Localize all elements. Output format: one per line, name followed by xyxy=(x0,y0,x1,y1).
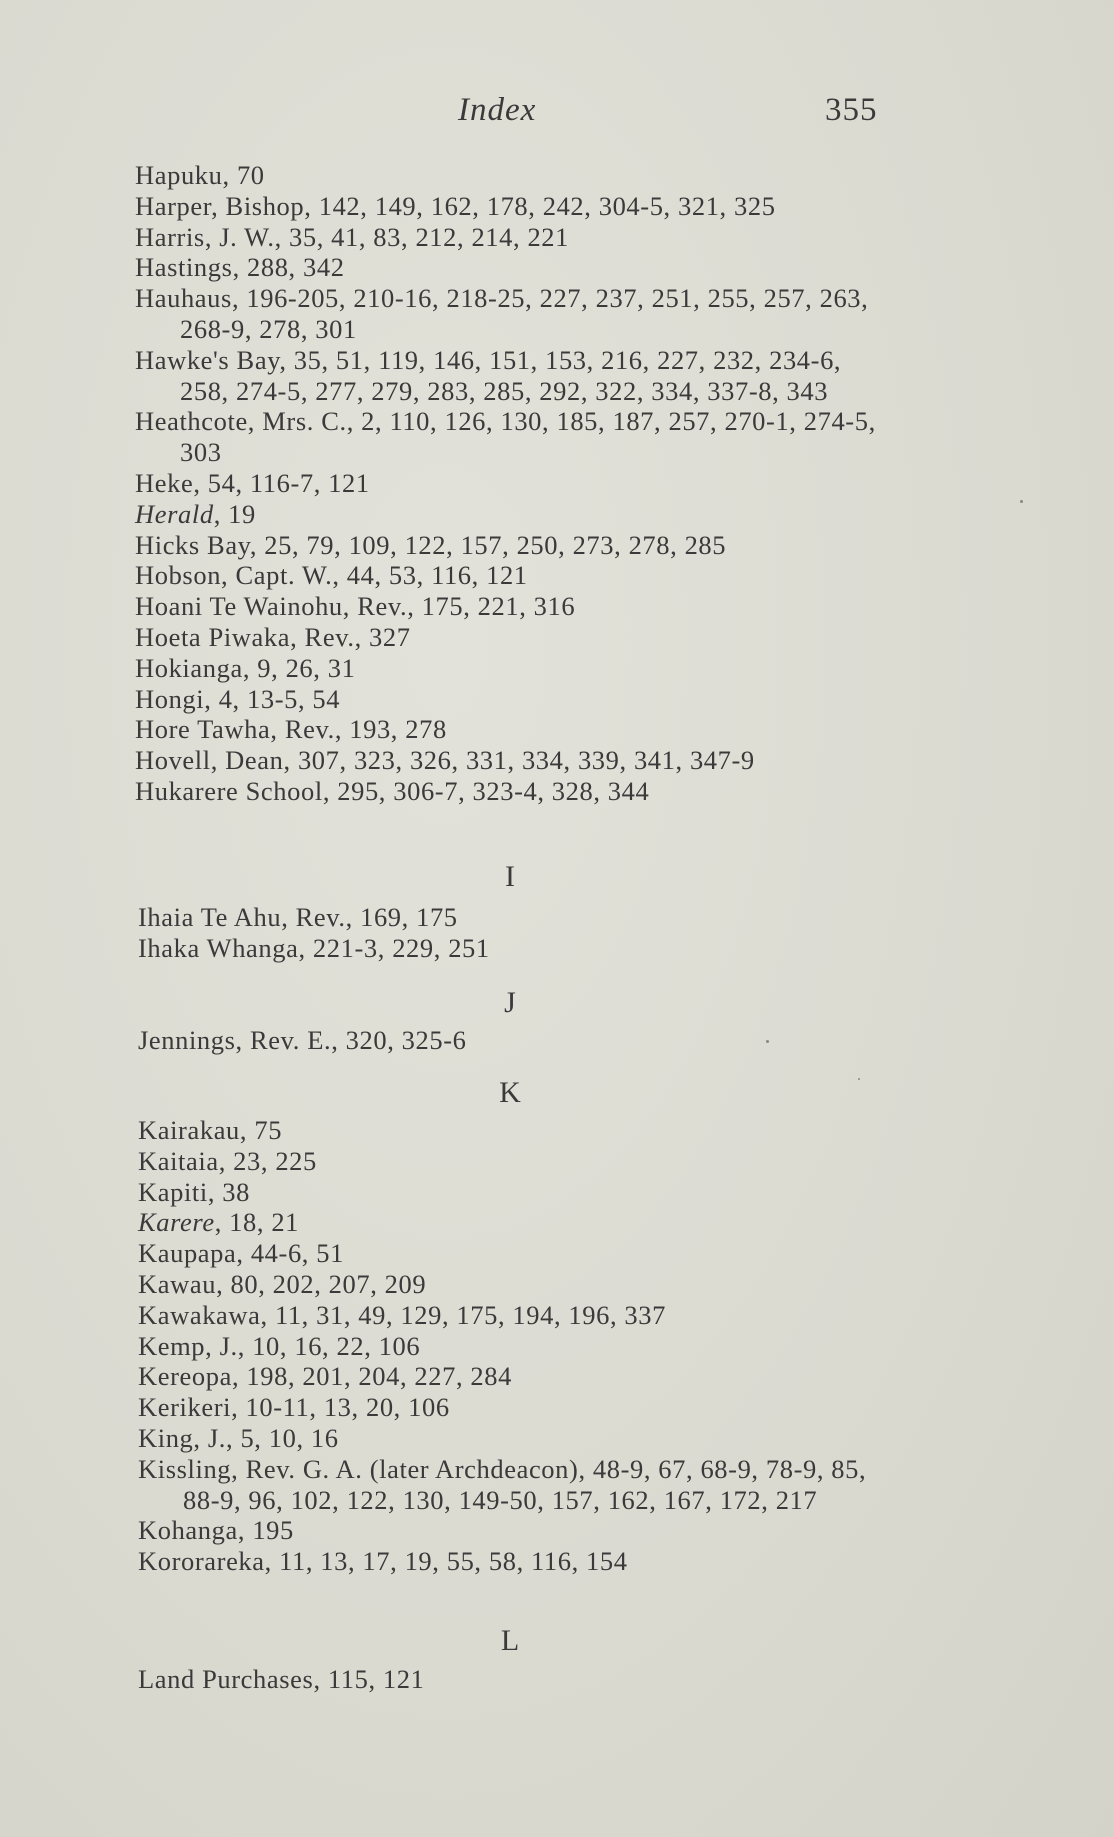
index-entry-term: Kemp, J. xyxy=(138,1330,238,1361)
index-entry-term: Kororareka xyxy=(138,1546,265,1577)
index-entry-term: Hapuku xyxy=(135,160,223,190)
index-entry-pages: , 44, 53, 116, 121 xyxy=(332,560,528,591)
index-entry-term: Jennings, Rev. E. xyxy=(138,1025,332,1055)
index-entry xyxy=(135,160,895,191)
index-entry-pages: , 54, 116-7, 121 xyxy=(193,467,370,498)
index-entry xyxy=(138,1146,898,1177)
index-entry xyxy=(135,776,895,807)
index-entry xyxy=(135,622,895,653)
index-entry-pages: , 25, 79, 109, 122, 157, 250, 273, 278, 285 xyxy=(249,529,727,560)
index-entry-term: Kapiti xyxy=(138,1176,208,1207)
index-entry xyxy=(138,1207,898,1238)
index-entry-pages: , 18, 21 xyxy=(214,1207,300,1238)
running-title: Index xyxy=(458,92,537,128)
index-entry xyxy=(138,1115,898,1146)
index-entry xyxy=(138,902,898,933)
index-entry xyxy=(135,345,895,407)
index-entry-term: Kaitaia xyxy=(138,1145,219,1176)
section-letter-j: J xyxy=(504,986,516,1019)
index-entry-pages: , 2, 110, 126, 130, 185, 187, 257, 270-1, 274-5, 303 xyxy=(180,406,876,468)
index-entry-pages: , 193, 278 xyxy=(334,714,447,745)
index-entry-pages: , 169, 175 xyxy=(345,902,458,932)
index-entry-pages: , 11, 31, 49, 129, 175, 194, 196, 337 xyxy=(260,1299,666,1330)
index-entry-pages: , 80, 202, 207, 209 xyxy=(216,1268,427,1299)
paper-speck xyxy=(858,1078,860,1080)
index-section-i xyxy=(138,902,898,964)
index-entry-term: Hastings xyxy=(135,252,233,283)
index-entry-pages: , 75 xyxy=(239,1115,283,1145)
index-entry-term: King, J. xyxy=(138,1422,226,1453)
index-entry-pages: , 10-11, 13, 20, 106 xyxy=(231,1392,450,1423)
index-entry-pages: , 19 xyxy=(213,498,256,529)
index-entry-term: Hauhaus xyxy=(135,283,232,314)
index-entry xyxy=(138,1331,898,1362)
index-entry-term: Hokianga xyxy=(135,652,243,683)
index-entry xyxy=(138,1454,898,1516)
index-entry-term: Hawke's Bay xyxy=(135,344,280,375)
index-entry-pages: , 196-205, 210-16, 218-25, 227, 237, 251, 255, 257, 263, 268-9, 278, 301 xyxy=(180,283,869,344)
index-entry xyxy=(138,1392,898,1423)
index-entry-pages: , 288, 342 xyxy=(232,252,345,283)
index-entry-pages: , 35, 51, 119, 146, 151, 153, 216, 227, 232, 234-6, 258, 274-5, 277, 279, 283, 285, 292, 322, 334, 337-8, 343 xyxy=(180,344,842,406)
index-entry xyxy=(135,468,895,499)
index-entry xyxy=(138,1269,898,1300)
index-entry-pages: , 35, 41, 83, 212, 214, 221 xyxy=(274,221,570,252)
index-entry xyxy=(138,1177,898,1208)
index-entry-term: Hore Tawha, Rev. xyxy=(135,714,335,745)
index-entry-term: Heke xyxy=(135,467,194,498)
index-entry-term: Hoani Te Wainohu, Rev. xyxy=(135,591,408,622)
index-entry-term: Herald xyxy=(135,498,214,529)
index-entry-term: Kissling, Rev. G. A. (later Archdeacon) xyxy=(138,1453,579,1484)
index-entry-pages: , 4, 13-5, 54 xyxy=(204,683,341,714)
index-entry-pages: , 327 xyxy=(354,621,411,652)
page-number: 355 xyxy=(825,92,878,128)
index-entry-pages: , 9, 26, 31 xyxy=(242,652,356,683)
index-entry xyxy=(138,1025,898,1056)
page-header xyxy=(0,92,1114,132)
index-entry-pages: , 5, 10, 16 xyxy=(226,1422,339,1453)
index-entry xyxy=(135,653,895,684)
index-entry-term: Ihaia Te Ahu, Rev. xyxy=(138,902,346,932)
index-entry-term: Kaupapa xyxy=(138,1238,237,1269)
index-entry xyxy=(135,591,895,622)
section-letter-k: K xyxy=(499,1076,521,1109)
index-entry-pages: , 195 xyxy=(237,1515,294,1546)
index-entry xyxy=(138,1361,898,1392)
index-entry xyxy=(135,560,895,591)
index-entry-term: Hoeta Piwaka, Rev. xyxy=(135,621,355,652)
index-entry xyxy=(135,283,895,345)
index-section-k xyxy=(138,1115,898,1577)
index-entry-term: Kawau xyxy=(138,1268,217,1299)
index-entry xyxy=(135,406,895,468)
index-entry-pages: , 295, 306-7, 323-4, 328, 344 xyxy=(322,775,650,806)
index-entry xyxy=(138,1238,898,1269)
index-entry-term: Land Purchases xyxy=(138,1664,314,1694)
index-entry xyxy=(135,222,895,253)
index-entry-pages: , 23, 225 xyxy=(218,1145,317,1176)
section-letter-l: L xyxy=(500,1624,520,1657)
index-entry xyxy=(138,933,898,964)
index-entry-pages: , 10, 16, 22, 106 xyxy=(237,1330,421,1361)
index-entry-term: Kerikeri xyxy=(138,1392,232,1423)
index-entry-term: Hicks Bay xyxy=(135,529,250,560)
index-entry xyxy=(135,684,895,715)
paper-speck xyxy=(1020,500,1023,503)
index-section-j xyxy=(138,1025,898,1056)
index-entry xyxy=(135,745,895,776)
index-entry-pages: , 11, 13, 17, 19, 55, 58, 116, 154 xyxy=(264,1546,628,1577)
index-entry-pages: , 320, 325-6 xyxy=(331,1025,467,1055)
index-entry-term: Kereopa xyxy=(138,1361,232,1392)
index-entry-pages: , 44-6, 51 xyxy=(236,1238,344,1269)
index-entry-pages: , 142, 149, 162, 178, 242, 304-5, 321, 325 xyxy=(304,190,776,221)
index-entry-pages: , 221-3, 229, 251 xyxy=(298,932,490,963)
index-entry xyxy=(135,499,895,530)
index-entry xyxy=(135,252,895,283)
index-entry-term: Hobson, Capt. W. xyxy=(135,560,333,591)
index-entry-term: Kairakau xyxy=(138,1115,240,1145)
index-entry-pages: , 70 xyxy=(222,160,265,190)
index-section-h xyxy=(135,160,895,807)
index-entry xyxy=(135,530,895,561)
paper-speck xyxy=(766,1040,769,1043)
index-entry-term: Kohanga xyxy=(138,1515,238,1546)
index-entry-term: Hukarere School xyxy=(135,775,323,806)
section-letter-i: I xyxy=(505,860,515,893)
index-entry-pages: , 307, 323, 326, 331, 334, 339, 341, 347-9 xyxy=(283,745,755,776)
index-entry xyxy=(135,714,895,745)
index-entry-term: Heathcote, Mrs. C. xyxy=(135,406,347,437)
index-section-l xyxy=(138,1664,898,1695)
index-entry-term: Harris, J. W. xyxy=(135,221,275,252)
index-entry-term: Karere xyxy=(138,1207,215,1238)
index-entry xyxy=(138,1515,898,1546)
index-entry xyxy=(138,1546,898,1577)
index-entry-term: Ihaka Whanga xyxy=(138,932,299,963)
index-entry xyxy=(138,1664,898,1695)
index-entry-pages: , 198, 201, 204, 227, 284 xyxy=(231,1361,512,1392)
index-entry-term: Hongi xyxy=(135,683,205,714)
index-entry-pages: , 38 xyxy=(207,1176,250,1207)
index-entry xyxy=(135,191,895,222)
index-entry xyxy=(138,1423,898,1454)
index-entry-pages: , 48-9, 67, 68-9, 78-9, 85, 88-9, 96, 102, 122, 130, 149-50, 157, 162, 167, 172, 217 xyxy=(183,1453,867,1515)
index-entry-term: Hovell, Dean xyxy=(135,745,284,776)
index-entry-term: Kawakawa xyxy=(138,1299,261,1330)
index-entry-pages: , 115, 121 xyxy=(313,1664,425,1694)
index-entry xyxy=(138,1300,898,1331)
index-entry-term: Harper, Bishop xyxy=(135,190,305,221)
index-entry-pages: , 175, 221, 316 xyxy=(407,591,576,622)
